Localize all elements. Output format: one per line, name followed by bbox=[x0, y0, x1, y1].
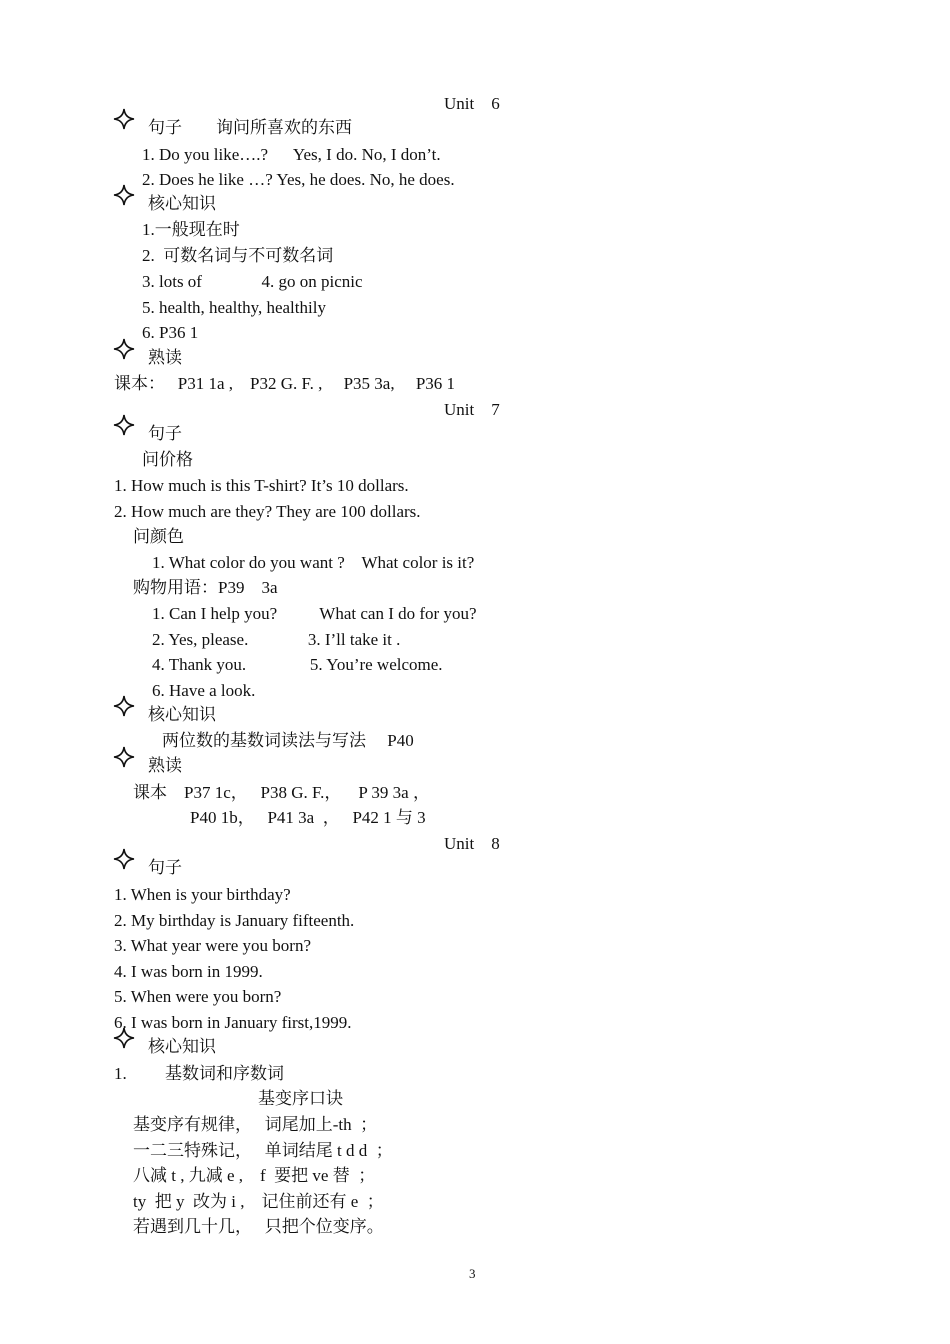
sentence-line: 6. I was born in January first,1999. bbox=[114, 1013, 352, 1032]
sentence-line: 1. When is your birthday? bbox=[114, 885, 291, 904]
sentence-line: 2. Does he like …? Yes, he does. No, he does. bbox=[142, 170, 455, 189]
section-read: 熟读 bbox=[148, 348, 182, 367]
rhyme-line: 基变序有规律， 词尾加上-th ； bbox=[133, 1115, 378, 1134]
diamond-star-icon bbox=[113, 695, 135, 717]
sentence-line: 5. When were you born? bbox=[114, 987, 282, 1006]
core-item: 1. 基数词和序数词 bbox=[114, 1064, 284, 1083]
rhyme-line: 八减 t , 九减 e , f 要把 ve 替 ； bbox=[133, 1166, 376, 1185]
section-core-knowledge: 核心知识 bbox=[148, 194, 216, 213]
core-item: 两位数的基数词读法与写法 P40 bbox=[162, 731, 414, 750]
rhyme-title: 基变序口诀 bbox=[258, 1089, 343, 1108]
sentence-line: 2. How much are they? They are 100 dollars. bbox=[114, 502, 421, 521]
sentence-line: 2. Yes, please. 3. I’ll take it . bbox=[152, 630, 401, 649]
section-sentences: 句子 询问所喜欢的东西 bbox=[148, 118, 352, 137]
section-read: 熟读 bbox=[148, 756, 182, 775]
sentence-line: 4. Thank you. 5. You’re welcome. bbox=[152, 655, 443, 674]
page-number: 3 bbox=[469, 1266, 476, 1281]
diamond-star-icon bbox=[113, 848, 135, 870]
sentence-line: 6. Have a look. bbox=[152, 681, 256, 700]
rhyme-line: 若遇到几十几， 只把个位变序。 bbox=[133, 1217, 384, 1236]
read-list: 课本： P31 1a , P32 G. F. , P35 3a, P36 1 bbox=[114, 374, 456, 393]
section-core-knowledge: 核心知识 bbox=[148, 1037, 216, 1056]
diamond-star-icon bbox=[113, 414, 135, 436]
rhyme-line: ty 把 y 改为 i , 记住前还有 e ； bbox=[133, 1192, 384, 1211]
core-item: 3. lots of 4. go on picnic bbox=[142, 272, 363, 291]
sentence-line: 1. What color do you want ? What color is it? bbox=[152, 553, 475, 572]
unit8-heading: Unit 8 bbox=[444, 834, 500, 853]
diamond-star-icon bbox=[113, 1027, 135, 1049]
section-sentences: 句子 bbox=[148, 858, 182, 877]
core-item: 6. P36 1 bbox=[142, 323, 199, 342]
sentence-line: 1. Can I help you? What can I do for you? bbox=[152, 604, 477, 623]
unit7-heading: Unit 7 bbox=[444, 400, 500, 419]
diamond-star-icon bbox=[113, 108, 135, 130]
section-core-knowledge: 核心知识 bbox=[148, 705, 216, 724]
core-item: 2. 可数名词与不可数名词 bbox=[142, 246, 334, 265]
diamond-star-icon bbox=[113, 338, 135, 360]
subheading-ask-color: 问颜色 bbox=[133, 527, 184, 546]
subheading-shopping: 购物用语：P39 3a bbox=[133, 578, 278, 597]
section-sentences: 句子 bbox=[148, 424, 182, 443]
sentence-line: 4. I was born in 1999. bbox=[114, 962, 263, 981]
sentence-line: 1. How much is this T-shirt? It’s 10 dollars. bbox=[114, 476, 409, 495]
diamond-star-icon bbox=[113, 746, 135, 768]
rhyme-line: 一二三特殊记， 单词结尾 t d d ； bbox=[133, 1141, 393, 1160]
read-list: P40 1b， P41 3a ， P42 1 与 3 bbox=[190, 808, 426, 827]
sentence-line: 3. What year were you born? bbox=[114, 936, 311, 955]
diamond-star-icon bbox=[113, 184, 135, 206]
sentence-line: 2. My birthday is January fifteenth. bbox=[114, 911, 355, 930]
core-item: 1.一般现在时 bbox=[142, 220, 240, 239]
unit6-heading: Unit 6 bbox=[444, 94, 500, 113]
read-list: 课本 P37 1c， P38 G. F.， P 39 3a ， bbox=[133, 783, 430, 802]
core-item: 5. health, healthy, healthily bbox=[142, 298, 326, 317]
sentence-line: 1. Do you like….? Yes, I do. No, I don’t. bbox=[142, 145, 441, 164]
subheading-ask-price: 问价格 bbox=[142, 450, 193, 469]
